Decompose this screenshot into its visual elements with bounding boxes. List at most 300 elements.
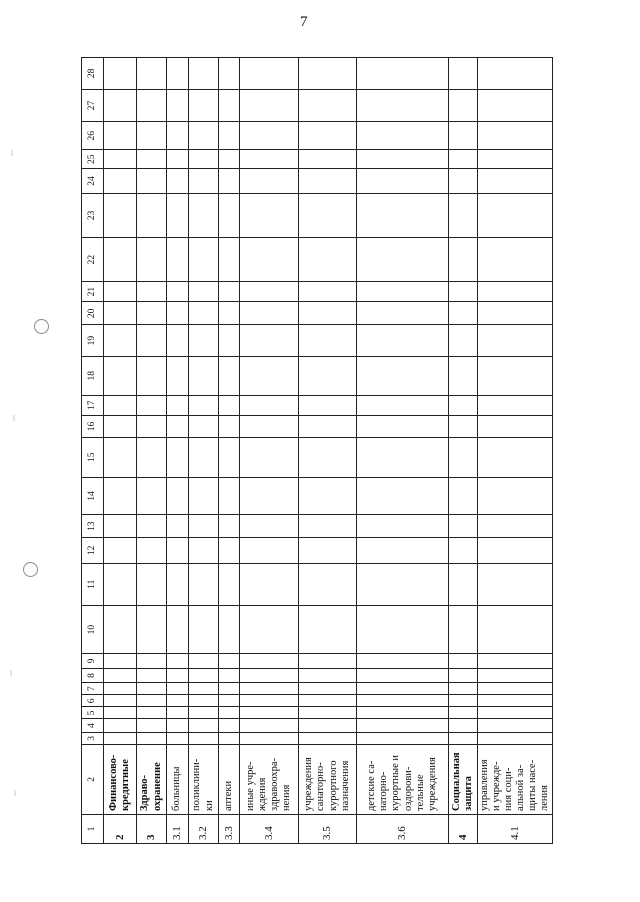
empty-cell: [219, 732, 240, 744]
empty-cell: [189, 563, 219, 605]
row-label-line: наторно-: [378, 771, 390, 811]
empty-cell: [299, 238, 357, 282]
empty-cell: [478, 605, 553, 653]
empty-cell: [240, 668, 299, 683]
empty-cell: [357, 58, 449, 90]
empty-cell: [219, 538, 240, 563]
empty-cell: [299, 302, 357, 325]
empty-cell: [240, 169, 299, 193]
empty-cell: [219, 193, 240, 238]
empty-cell: [189, 325, 219, 356]
row-number: 3.6: [357, 814, 449, 843]
empty-cell: [219, 395, 240, 416]
row-label-line: учреждения: [426, 757, 438, 811]
row-label-line: больницы: [171, 766, 183, 811]
empty-cell: [449, 477, 478, 514]
empty-cell: [240, 719, 299, 732]
row-number: 3.2: [189, 814, 219, 843]
empty-cell: [219, 563, 240, 605]
empty-cell: [299, 719, 357, 732]
empty-cell: [478, 193, 553, 238]
empty-cell: [189, 395, 219, 416]
table-row: [240, 58, 299, 844]
empty-cell: [478, 89, 553, 122]
row-number: 4.1: [478, 814, 553, 843]
empty-cell: [189, 538, 219, 563]
empty-cell: [478, 302, 553, 325]
empty-cell: [357, 416, 449, 438]
empty-cell: [449, 538, 478, 563]
row-label-line: учреждения: [303, 757, 315, 811]
punch-hole-upper: [34, 319, 49, 334]
column-header-8: 8: [82, 668, 104, 683]
punch-hole-lower: [23, 562, 38, 577]
empty-cell: [299, 538, 357, 563]
empty-cell: [240, 58, 299, 90]
empty-cell: [449, 150, 478, 169]
row-number: 3.3: [219, 814, 240, 843]
empty-cell: [167, 437, 189, 477]
row-label-line: иные учре-: [244, 761, 256, 811]
empty-cell: [137, 58, 167, 90]
empty-cell: [189, 281, 219, 302]
empty-cell: [189, 668, 219, 683]
empty-cell: [167, 356, 189, 395]
empty-cell: [137, 515, 167, 538]
column-header-25: 25: [82, 150, 104, 169]
column-header-18: 18: [82, 356, 104, 395]
empty-cell: [219, 605, 240, 653]
empty-cell: [167, 515, 189, 538]
column-header-11: 11: [82, 563, 104, 605]
empty-cell: [189, 732, 219, 744]
empty-cell: [137, 395, 167, 416]
empty-cell: [219, 668, 240, 683]
empty-cell: [449, 58, 478, 90]
column-header-5: 5: [82, 707, 104, 719]
empty-cell: [449, 89, 478, 122]
column-header-26: 26: [82, 122, 104, 150]
row-number: 3.5: [299, 814, 357, 843]
empty-cell: [357, 437, 449, 477]
empty-cell: [167, 732, 189, 744]
empty-cell: [219, 719, 240, 732]
empty-cell: [478, 416, 553, 438]
empty-cell: [104, 169, 137, 193]
empty-cell: [449, 707, 478, 719]
empty-cell: [104, 416, 137, 438]
empty-cell: [240, 707, 299, 719]
empty-cell: [478, 356, 553, 395]
empty-cell: [357, 654, 449, 669]
empty-cell: [137, 732, 167, 744]
empty-cell: [104, 538, 137, 563]
empty-cell: [104, 515, 137, 538]
empty-cell: [240, 325, 299, 356]
column-header-12: 12: [82, 538, 104, 563]
row-label: [478, 744, 553, 814]
empty-cell: [449, 695, 478, 707]
column-header-9: 9: [82, 654, 104, 669]
empty-cell: [299, 477, 357, 514]
table-row: [189, 58, 219, 844]
row-label-line: тельные: [414, 774, 426, 811]
empty-cell: [299, 325, 357, 356]
empty-cell: [299, 654, 357, 669]
empty-cell: [137, 654, 167, 669]
empty-cell: [299, 732, 357, 744]
column-header-6: 6: [82, 695, 104, 707]
row-label-line: здравоохра-: [269, 757, 280, 811]
empty-cell: [357, 395, 449, 416]
rotated-table-frame: [81, 57, 551, 844]
empty-cell: [449, 563, 478, 605]
empty-cell: [104, 238, 137, 282]
empty-cell: [449, 169, 478, 193]
row-label-line: Социальная: [450, 752, 462, 811]
empty-cell: [219, 150, 240, 169]
empty-cell: [104, 477, 137, 514]
scan-mark: [10, 670, 12, 676]
empty-cell: [219, 325, 240, 356]
empty-cell: [357, 302, 449, 325]
empty-cell: [104, 281, 137, 302]
empty-cell: [240, 605, 299, 653]
empty-cell: [167, 193, 189, 238]
empty-cell: [167, 695, 189, 707]
scan-mark: [14, 790, 16, 796]
empty-cell: [104, 683, 137, 695]
empty-cell: [219, 695, 240, 707]
empty-cell: [449, 238, 478, 282]
empty-cell: [104, 395, 137, 416]
empty-cell: [189, 302, 219, 325]
empty-cell: [240, 150, 299, 169]
empty-cell: [299, 563, 357, 605]
empty-cell: [189, 89, 219, 122]
empty-cell: [137, 605, 167, 653]
empty-cell: [240, 356, 299, 395]
column-header-2: 2: [82, 744, 104, 814]
empty-cell: [189, 695, 219, 707]
empty-cell: [240, 654, 299, 669]
empty-cell: [167, 325, 189, 356]
empty-cell: [478, 707, 553, 719]
empty-cell: [219, 654, 240, 669]
row-label-line: курортные и: [390, 755, 402, 811]
empty-cell: [189, 437, 219, 477]
empty-cell: [299, 150, 357, 169]
empty-cell: [137, 356, 167, 395]
empty-cell: [167, 477, 189, 514]
empty-cell: [240, 416, 299, 438]
empty-cell: [299, 281, 357, 302]
empty-cell: [167, 395, 189, 416]
row-label-line: детские са-: [366, 760, 378, 811]
empty-cell: [189, 193, 219, 238]
empty-cell: [219, 281, 240, 302]
empty-cell: [449, 356, 478, 395]
rotated-table-area: [81, 57, 551, 844]
empty-cell: [240, 563, 299, 605]
empty-cell: [137, 89, 167, 122]
empty-cell: [167, 668, 189, 683]
empty-cell: [167, 605, 189, 653]
scan-mark: [13, 415, 15, 421]
empty-cell: [219, 515, 240, 538]
empty-cell: [299, 605, 357, 653]
empty-cell: [478, 563, 553, 605]
empty-cell: [299, 58, 357, 90]
table-row: [137, 58, 167, 844]
empty-cell: [478, 238, 553, 282]
empty-cell: [167, 707, 189, 719]
empty-cell: [478, 122, 553, 150]
row-label-line: оздорови-: [402, 766, 414, 811]
empty-cell: [137, 325, 167, 356]
row-label-line: аптеки: [222, 780, 234, 811]
empty-cell: [240, 281, 299, 302]
empty-cell: [449, 732, 478, 744]
empty-cell: [357, 122, 449, 150]
empty-cell: [240, 538, 299, 563]
empty-cell: [104, 437, 137, 477]
empty-cell: [449, 416, 478, 438]
row-number: 3.1: [167, 814, 189, 843]
empty-cell: [167, 58, 189, 90]
row-label: [167, 744, 189, 814]
empty-cell: [449, 515, 478, 538]
empty-cell: [478, 325, 553, 356]
row-label-line: кредитные: [120, 759, 131, 811]
row-label: [189, 744, 219, 814]
column-header-23: 23: [82, 193, 104, 238]
column-header-15: 15: [82, 437, 104, 477]
empty-cell: [357, 238, 449, 282]
page-number: 7: [300, 14, 308, 30]
column-header-10: 10: [82, 605, 104, 653]
row-label-line: Финансово-: [107, 754, 119, 811]
empty-cell: [137, 719, 167, 732]
empty-cell: [357, 719, 449, 732]
empty-cell: [240, 89, 299, 122]
empty-cell: [219, 707, 240, 719]
empty-cell: [167, 150, 189, 169]
empty-cell: [137, 683, 167, 695]
empty-cell: [478, 719, 553, 732]
empty-cell: [478, 732, 553, 744]
empty-cell: [478, 169, 553, 193]
row-label-line: управления: [479, 759, 490, 811]
row-label-line: Здраво-: [139, 774, 151, 811]
empty-cell: [240, 683, 299, 695]
empty-cell: [137, 281, 167, 302]
scan-mark: [11, 150, 13, 156]
empty-cell: [104, 654, 137, 669]
row-label-line: охранение: [151, 762, 163, 811]
empty-cell: [137, 707, 167, 719]
empty-cell: [189, 58, 219, 90]
empty-cell: [357, 89, 449, 122]
row-label-line: поликлини-: [191, 758, 203, 811]
empty-cell: [189, 169, 219, 193]
empty-cell: [189, 515, 219, 538]
row-number: 2: [104, 814, 137, 843]
empty-cell: [137, 169, 167, 193]
row-label-line: назначения: [339, 760, 351, 811]
empty-cell: [189, 416, 219, 438]
row-label-line: нения: [281, 784, 293, 811]
empty-cell: [137, 416, 167, 438]
empty-cell: [478, 538, 553, 563]
empty-cell: [137, 477, 167, 514]
row-label: [104, 744, 137, 814]
empty-cell: [299, 695, 357, 707]
table-header-row: [82, 58, 104, 844]
row-label-line: ждения: [256, 777, 268, 811]
row-number: 4: [449, 814, 478, 843]
empty-cell: [137, 150, 167, 169]
empty-cell: [104, 668, 137, 683]
empty-cell: [240, 732, 299, 744]
column-header-20: 20: [82, 302, 104, 325]
table-row: [167, 58, 189, 844]
row-label: [299, 744, 357, 814]
empty-cell: [137, 538, 167, 563]
empty-cell: [240, 122, 299, 150]
empty-cell: [104, 356, 137, 395]
empty-cell: [240, 395, 299, 416]
column-header-17: 17: [82, 395, 104, 416]
data-table: [81, 57, 553, 844]
empty-cell: [167, 169, 189, 193]
empty-cell: [357, 538, 449, 563]
empty-cell: [478, 654, 553, 669]
table-row: [357, 58, 449, 844]
empty-cell: [104, 707, 137, 719]
empty-cell: [357, 150, 449, 169]
empty-cell: [219, 89, 240, 122]
column-header-22: 22: [82, 238, 104, 282]
empty-cell: [219, 356, 240, 395]
empty-cell: [240, 515, 299, 538]
empty-cell: [449, 437, 478, 477]
row-label-line: курортного: [327, 760, 339, 811]
empty-cell: [189, 654, 219, 669]
empty-cell: [167, 416, 189, 438]
empty-cell: [104, 695, 137, 707]
empty-cell: [357, 515, 449, 538]
empty-cell: [137, 238, 167, 282]
empty-cell: [219, 437, 240, 477]
empty-cell: [299, 356, 357, 395]
table-row: [299, 58, 357, 844]
empty-cell: [167, 654, 189, 669]
empty-cell: [299, 668, 357, 683]
empty-cell: [167, 89, 189, 122]
empty-cell: [104, 193, 137, 238]
row-label: [240, 744, 299, 814]
empty-cell: [357, 695, 449, 707]
empty-cell: [137, 193, 167, 238]
empty-cell: [299, 395, 357, 416]
empty-cell: [240, 302, 299, 325]
empty-cell: [449, 302, 478, 325]
empty-cell: [219, 477, 240, 514]
column-header-13: 13: [82, 515, 104, 538]
empty-cell: [219, 122, 240, 150]
empty-cell: [449, 654, 478, 669]
empty-cell: [104, 605, 137, 653]
empty-cell: [299, 515, 357, 538]
column-header-19: 19: [82, 325, 104, 356]
empty-cell: [299, 122, 357, 150]
empty-cell: [357, 605, 449, 653]
empty-cell: [137, 437, 167, 477]
empty-cell: [240, 238, 299, 282]
column-header-1: 1: [82, 814, 104, 843]
row-number: 3.4: [240, 814, 299, 843]
row-label: [357, 744, 449, 814]
empty-cell: [137, 668, 167, 683]
column-header-21: 21: [82, 281, 104, 302]
table-row: [449, 58, 478, 844]
empty-cell: [189, 356, 219, 395]
empty-cell: [219, 683, 240, 695]
row-label-line: щиты насе-: [527, 759, 539, 811]
empty-cell: [189, 605, 219, 653]
empty-cell: [299, 437, 357, 477]
empty-cell: [189, 238, 219, 282]
empty-cell: [449, 605, 478, 653]
empty-cell: [189, 719, 219, 732]
empty-cell: [167, 538, 189, 563]
empty-cell: [240, 477, 299, 514]
empty-cell: [478, 58, 553, 90]
empty-cell: [449, 325, 478, 356]
empty-cell: [478, 150, 553, 169]
empty-cell: [104, 302, 137, 325]
empty-cell: [219, 238, 240, 282]
empty-cell: [299, 193, 357, 238]
empty-cell: [104, 325, 137, 356]
empty-cell: [478, 281, 553, 302]
empty-cell: [219, 302, 240, 325]
empty-cell: [137, 302, 167, 325]
empty-cell: [478, 515, 553, 538]
empty-cell: [449, 193, 478, 238]
column-header-27: 27: [82, 89, 104, 122]
column-header-4: 4: [82, 719, 104, 732]
empty-cell: [299, 169, 357, 193]
column-header-7: 7: [82, 683, 104, 695]
row-label: [449, 744, 478, 814]
column-header-3: 3: [82, 732, 104, 744]
empty-cell: [104, 89, 137, 122]
empty-cell: [167, 122, 189, 150]
empty-cell: [137, 122, 167, 150]
empty-cell: [167, 281, 189, 302]
empty-cell: [478, 695, 553, 707]
empty-cell: [104, 563, 137, 605]
empty-cell: [357, 683, 449, 695]
row-label-line: ки: [203, 800, 215, 811]
empty-cell: [357, 563, 449, 605]
empty-cell: [240, 437, 299, 477]
column-header-24: 24: [82, 169, 104, 193]
empty-cell: [167, 238, 189, 282]
empty-cell: [449, 122, 478, 150]
